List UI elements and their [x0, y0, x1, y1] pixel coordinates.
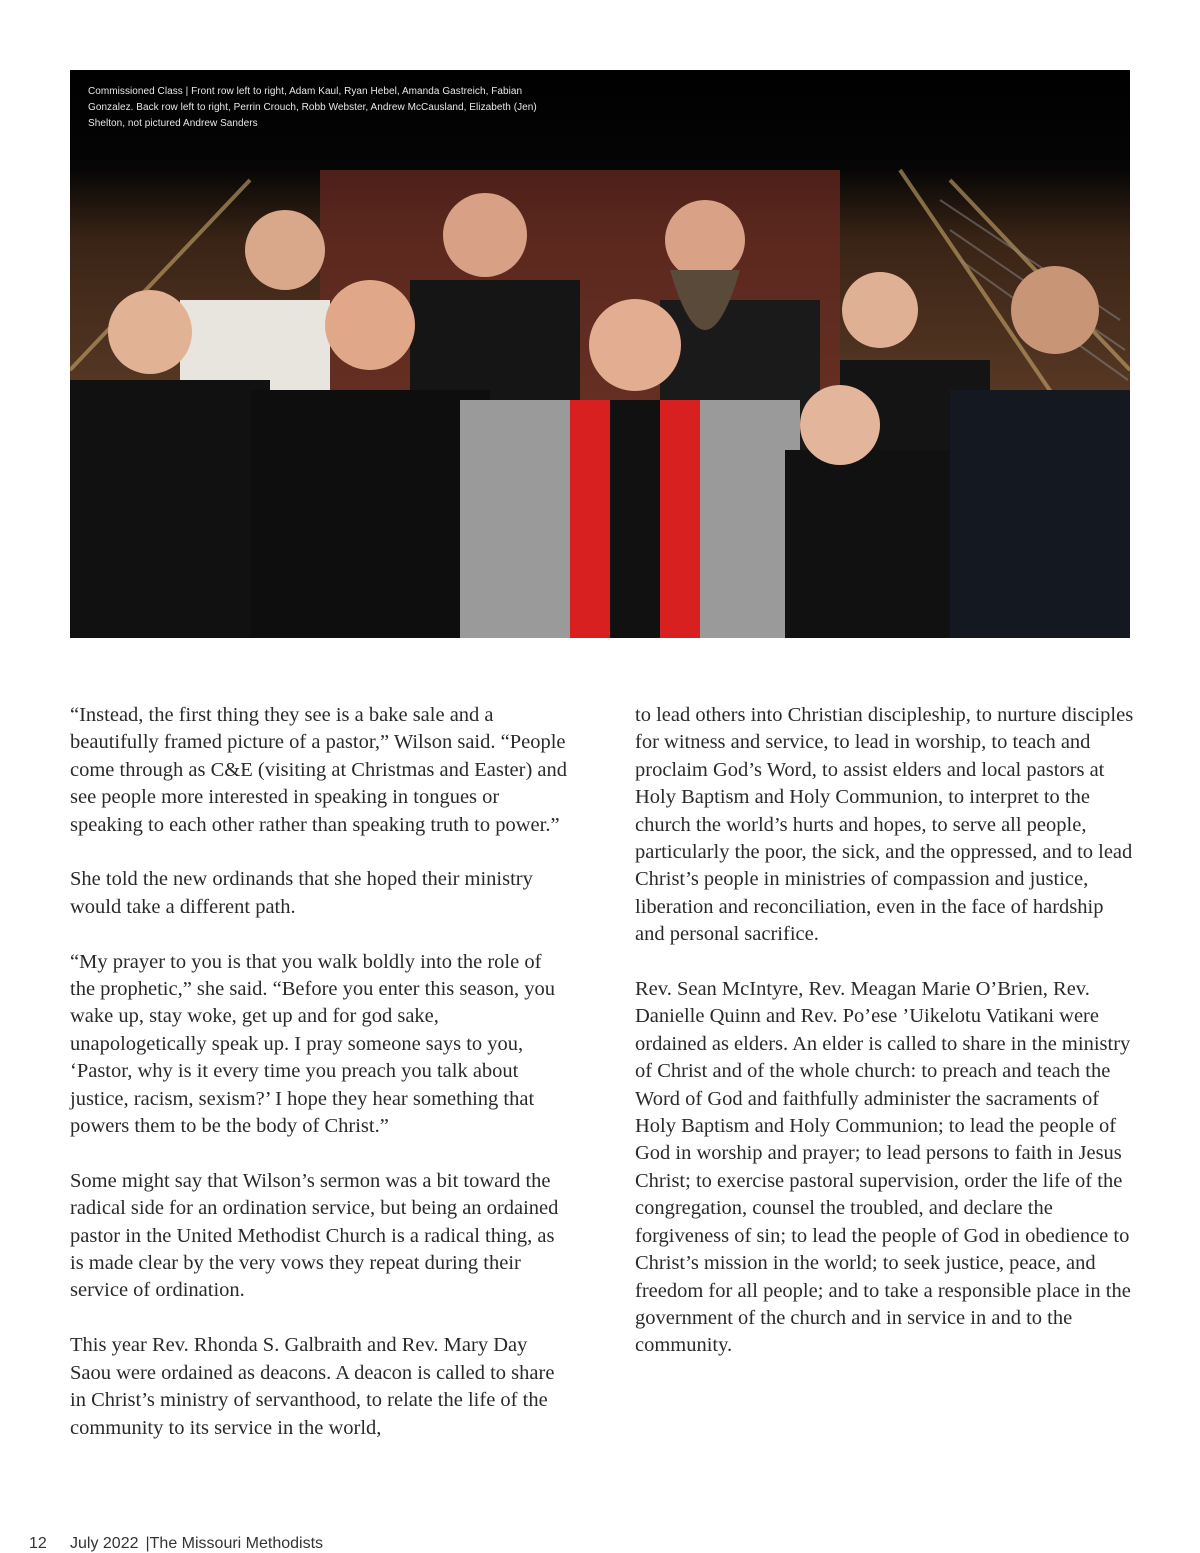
page-number: 12	[29, 1535, 47, 1552]
article-column-right	[635, 702, 1135, 1387]
paragraph: This year Rev. Rhonda S. Galbraith and Rev. Mary Day Saou were ordained as deacons. A deacon is called to share in Christ’s ministry of servanthood, to relate the life of the community to its service in the world,	[70, 1334, 555, 1439]
paragraph: She told the new ordinands that she hoped their ministry would take a different path.	[70, 868, 533, 918]
article-column-left	[70, 702, 570, 1469]
paragraph: to lead others into Christian discipleship, to nurture disciples for witness and service, to lead in worship, to teach and proclaim God’s Word, to assist elders and local pastors at Holy Baptism and Holy Communion, to interpret to the church the world’s hurts and hopes, to serve all people, particularly the poor, the sick, and the oppressed, and to lead Christ’s people in ministries of compassion and justice, liberation and reconciliation, even in the face of hardship and personal sacrifice.	[635, 704, 1134, 946]
publication-name: The Missouri Methodists	[149, 1535, 324, 1552]
group-photo	[70, 70, 1130, 638]
paragraph: Some might say that Wilson’s sermon was a bit toward the radical side for an ordination service, but being an ordained pastor in the United Methodist Church is a radical thing, as is made clear by the very vows they repeat during their service of ordination.	[70, 1169, 559, 1302]
group-photo-illustration	[70, 70, 1130, 638]
paragraph: “Instead, the first thing they see is a bake sale and a beautifully framed picture of a pastor,” Wilson said. “People come through as C&E (visiting at Christmas and Easter) and see people more interested in speaking in tongues or speaking to each other rather than speaking truth to power.”	[70, 704, 568, 836]
paragraph: “My prayer to you is that you walk boldly into the role of the prophetic,” she said. “Before you enter this season, you wake up, stay woke, get up and for god sake, unapologetically speak up. I pray someone says to you, ‘Pastor, why is it every time you preach you talk about justice, racism, sexism?’ I hope they hear something that powers them to be the body of Christ.”	[70, 950, 556, 1138]
paragraph: Rev. Sean McIntyre, Rev. Meagan Marie O’Brien, Rev. Danielle Quinn and Rev. Po’ese ’Uikelotu Vatikani were ordained as elders. An elder is called to share in the ministry of Christ and of the whole church: to preach and teach the Word of God and faithfully administer the sacraments of Holy Baptism and Holy Communion; to lead the people of God in worship and prayer; to lead persons to faith in Jesus Christ; to exercise pastoral supervision, order the life of the congregation, counsel the troubled, and declare the forgiveness of sin; to lead the people of God in obedience to Christ’s mission in the world; to seek justice, peace, and freedom for all people; and to take a responsible place in the government of the church and in service in and to the community.	[635, 978, 1131, 1357]
issue-date: July 2022	[70, 1535, 139, 1552]
photo-caption: Commissioned Class | Front row left to right, Adam Kaul, Ryan Hebel, Amanda Gastreich, Fabian Gonzalez. Back row left to right, Perrin Crouch, Robb Webster, Andrew McCausland, Elizabeth (Jen) Shelton, not pictured Andrew Sanders	[88, 86, 537, 129]
footer-separator: |	[145, 1535, 150, 1552]
page-footer	[29, 1535, 323, 1553]
